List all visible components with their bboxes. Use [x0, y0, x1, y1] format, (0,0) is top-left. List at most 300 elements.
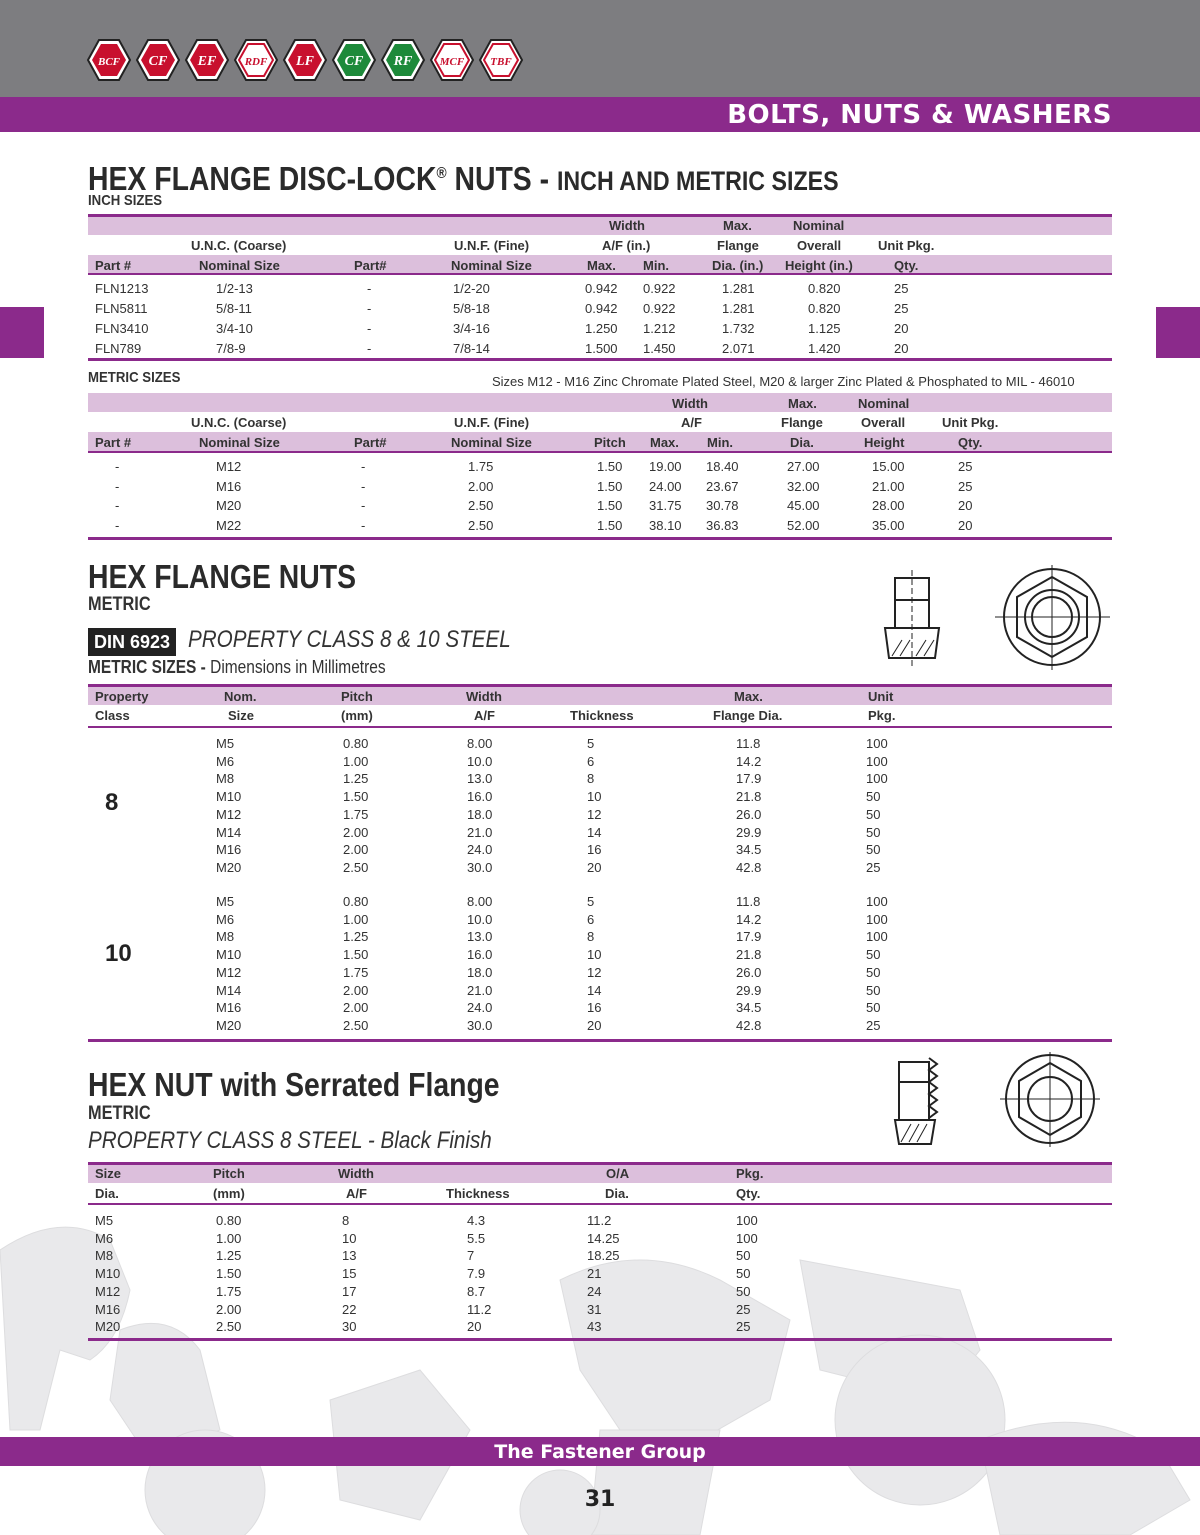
pitch: 1.50	[597, 518, 623, 534]
unc-size: M20	[216, 498, 242, 514]
serrated-header-dia2: Dia.	[605, 1186, 629, 1201]
flange-nut-side-drawing	[880, 570, 950, 670]
unit-pkg: 50	[866, 1000, 881, 1016]
size-dia: M20	[95, 1319, 121, 1335]
pitch: 2.50	[216, 1319, 242, 1335]
metric-header-qty: Qty.	[958, 435, 983, 450]
disclock-title	[88, 160, 839, 198]
sizes-bold: METRIC SIZES -	[88, 657, 211, 677]
max-flange-dia: 17.9	[736, 929, 762, 945]
pitch: 2.00	[343, 824, 369, 840]
part-number: FLN1213	[95, 281, 149, 296]
unit-pkg: 50	[866, 964, 881, 980]
max-flange-dia: 17.9	[736, 771, 762, 787]
unit-qty: 20	[958, 518, 973, 534]
width-af: 21.0	[467, 982, 493, 998]
size-dia: M10	[95, 1266, 121, 1282]
pitch: 1.50	[343, 789, 369, 805]
unc-size: 1/2-13	[216, 281, 253, 296]
flange-header-nom: Nom.	[224, 689, 257, 704]
nominal-size: M16	[216, 1000, 242, 1016]
flange-dia: 52.00	[787, 518, 820, 534]
table-rule	[88, 726, 1112, 728]
metric-header-min-col: Min.	[707, 435, 733, 450]
overall-height: 28.00	[872, 498, 905, 514]
unc-size: 3/4-10	[216, 321, 253, 336]
thickness: 7	[467, 1248, 475, 1264]
table-rule	[88, 537, 1112, 540]
width-max: 19.00	[649, 459, 682, 474]
width-af: 16.0	[467, 789, 493, 805]
overall-height: 1.420	[808, 341, 841, 356]
section-title-bar	[0, 97, 1200, 132]
table-rule	[88, 1039, 1112, 1042]
unit-pkg: 50	[866, 824, 881, 840]
size-dia: M6	[95, 1230, 114, 1246]
thickness: 6	[587, 753, 595, 769]
unit-pkg: 25	[866, 1017, 881, 1033]
pitch: 1.00	[343, 911, 369, 927]
pitch: 1.50	[597, 478, 623, 494]
pitch: 1.50	[597, 498, 623, 514]
thickness: 11.2	[467, 1301, 492, 1317]
serrated-header-dia: Dia.	[95, 1186, 119, 1201]
width-min: 1.450	[643, 341, 676, 356]
brand-logo-rdf	[233, 38, 279, 82]
unit-qty: 25	[958, 459, 973, 474]
width-af: 8.00	[467, 736, 493, 751]
brand-logos	[86, 38, 524, 82]
unit-pkg: 25	[866, 859, 881, 875]
pkg-qty: 100	[736, 1213, 758, 1228]
unit-pkg: 50	[866, 947, 881, 963]
unc-size: M12	[216, 459, 242, 474]
overall-height: 0.820	[808, 281, 841, 296]
thickness: 14	[587, 824, 602, 840]
serrated-subtitle: METRIC	[88, 1103, 151, 1124]
svg-text:RF: RF	[393, 54, 413, 69]
pkg-qty: 50	[736, 1248, 751, 1264]
inch-header-part: Part #	[95, 258, 132, 273]
max-flange-dia: 26.0	[736, 964, 762, 980]
oa-dia: 21	[587, 1266, 602, 1282]
inch-header-unc: U.N.C. (Coarse)	[191, 238, 287, 253]
unf-pitch: 1.75	[468, 459, 494, 474]
serrated-header-mm: (mm)	[213, 1186, 245, 1201]
width-af: 22	[342, 1301, 357, 1317]
thickness: 12	[587, 964, 602, 980]
width-max: 38.10	[649, 518, 682, 534]
part-number: -	[115, 478, 120, 494]
brand-logo-cf	[331, 38, 377, 82]
left-page-tab	[0, 307, 44, 358]
flange-header-unit: Unit	[868, 689, 894, 704]
metric-header-width: Width	[672, 396, 708, 411]
pitch: 2.50	[343, 859, 369, 875]
pitch: 1.75	[343, 806, 369, 822]
oa-dia: 14.25	[587, 1230, 620, 1246]
disclock-title-rest: NUTS -	[446, 160, 557, 197]
inch-header-af: A/F (in.)	[602, 238, 651, 253]
unc-size: M16	[216, 478, 242, 494]
max-flange-dia: 21.8	[736, 947, 762, 963]
unf-pitch: 2.50	[468, 518, 494, 534]
metric-header-nomsize: Nominal Size	[199, 435, 280, 450]
inch-sizes-label: INCH SIZES	[88, 192, 163, 209]
pitch: 0.80	[343, 894, 369, 909]
size-dia: M16	[95, 1301, 121, 1317]
unit-qty: 25	[894, 301, 909, 316]
width-af: 30	[342, 1319, 357, 1335]
svg-text:CF: CF	[344, 54, 364, 69]
width-max: 0.942	[585, 281, 618, 296]
serrated-header-width: Width	[338, 1166, 374, 1181]
size-dia: M8	[95, 1248, 114, 1264]
flange-header-width: Width	[466, 689, 502, 704]
metric-header-flange: Flange	[781, 415, 823, 430]
part-number: FLN5811	[95, 301, 148, 316]
inch-header-overall: Overall	[797, 238, 842, 253]
metric-header-part: Part #	[95, 435, 132, 450]
inch-header-dia: Dia. (in.)	[712, 258, 764, 273]
inch-header-min-col: Min.	[643, 258, 669, 273]
table-rule	[88, 358, 1112, 361]
table-rule	[88, 451, 1112, 453]
width-af: 18.0	[467, 964, 493, 980]
svg-text:TBF: TBF	[490, 56, 512, 68]
serrated-header-pitch: Pitch	[213, 1166, 245, 1181]
flange-dia: 1.281	[722, 281, 755, 296]
flange-header-pkg: Pkg.	[868, 708, 896, 723]
oa-dia: 31	[587, 1301, 602, 1317]
metric-header-height: Height	[864, 435, 905, 450]
serrated-header-qty: Qty.	[736, 1186, 761, 1201]
thickness: 10	[587, 789, 602, 805]
inch-header-height: Height (in.)	[785, 258, 853, 273]
header-band	[88, 217, 1112, 235]
brand-logo-ef	[184, 38, 230, 82]
thickness: 20	[587, 1017, 602, 1033]
flange-dia: 1.732	[722, 321, 755, 336]
disclock-title-subtitle: INCH AND METRIC SIZES	[556, 166, 839, 196]
width-af: 21.0	[467, 824, 493, 840]
width-af: 8	[342, 1213, 350, 1228]
width-min: 36.83	[706, 518, 739, 534]
unit-qty: 20	[894, 341, 909, 356]
metric-header-nominal: Nominal	[858, 396, 910, 411]
flange-dia: 32.00	[787, 478, 820, 494]
width-af: 13.0	[467, 929, 493, 945]
property-class-10: 10	[105, 940, 132, 967]
part-number: FLN789	[95, 341, 142, 356]
unf-pitch: 2.00	[468, 478, 494, 494]
max-flange-dia: 42.8	[736, 1017, 762, 1033]
pitch: 2.00	[343, 1000, 369, 1016]
sizes-normal: Dimensions in Millimetres	[210, 657, 386, 677]
max-flange-dia: 11.8	[736, 736, 761, 751]
serrated-nut-side-drawing	[885, 1052, 945, 1152]
metric-header-pitch: Pitch	[594, 435, 626, 450]
serrated-header-af: A/F	[346, 1186, 367, 1201]
part-number-2: -	[367, 301, 372, 316]
unit-qty: 25	[958, 478, 973, 494]
hex-flange-property-class: PROPERTY CLASS 8 & 10 STEEL	[188, 626, 511, 653]
pitch: 1.00	[216, 1230, 242, 1246]
flange-header-flangedia: Flange Dia.	[713, 708, 783, 723]
width-af: 13.0	[467, 771, 493, 787]
hex-flange-subtitle: METRIC	[88, 594, 151, 615]
nominal-size: M5	[216, 736, 235, 751]
thickness: 20	[467, 1319, 482, 1335]
width-af: 30.0	[467, 859, 493, 875]
unit-pkg: 100	[866, 929, 888, 945]
pitch: 0.80	[216, 1213, 242, 1228]
pitch: 1.25	[216, 1248, 242, 1264]
inch-header-part2: Part#	[354, 258, 387, 273]
metric-header-unf: U.N.F. (Fine)	[454, 415, 530, 430]
unit-pkg: 100	[866, 771, 888, 787]
unit-pkg: 50	[866, 806, 881, 822]
nominal-size: M14	[216, 982, 242, 998]
unit-pkg: 50	[866, 842, 881, 858]
hex-flange-sizes-line	[88, 657, 386, 678]
width-min: 23.67	[706, 478, 739, 494]
max-flange-dia: 26.0	[736, 806, 762, 822]
width-min: 18.40	[706, 459, 739, 474]
thickness: 7.9	[467, 1266, 486, 1282]
brand-logo-tbf	[478, 38, 524, 82]
width-af: 18.0	[467, 806, 493, 822]
brand-logo-bcf	[86, 38, 132, 82]
unf-size: 5/8-18	[453, 301, 490, 316]
brand-logo-rf	[380, 38, 426, 82]
width-af: 13	[342, 1248, 357, 1264]
thickness: 6	[587, 911, 595, 927]
width-af: 24.0	[467, 842, 493, 858]
registered-mark: ®	[436, 165, 447, 182]
inch-header-nomsize2: Nominal Size	[451, 258, 532, 273]
pkg-qty: 25	[736, 1319, 751, 1335]
nominal-size: M14	[216, 824, 242, 840]
part-number-2: -	[361, 478, 366, 494]
thickness: 14	[587, 982, 602, 998]
pitch: 1.00	[343, 753, 369, 769]
width-min: 0.922	[643, 301, 676, 316]
width-max: 0.942	[585, 301, 618, 316]
width-af: 24.0	[467, 1000, 493, 1016]
metric-header-af: A/F	[681, 415, 702, 430]
table-rule	[88, 273, 1112, 275]
serrated-nut-top-drawing	[1000, 1052, 1100, 1147]
svg-text:RDF: RDF	[244, 56, 268, 68]
serrated-property-class: PROPERTY CLASS 8 STEEL - Black Finish	[88, 1127, 492, 1154]
thickness: 12	[587, 806, 602, 822]
max-flange-dia: 34.5	[736, 1000, 762, 1016]
disclock-title-main: HEX FLANGE DISC-LOCK	[88, 160, 437, 197]
pitch: 2.00	[343, 842, 369, 858]
width-max: 1.250	[585, 321, 618, 336]
metric-header-unitpkg: Unit Pkg.	[942, 415, 999, 430]
width-af: 16.0	[467, 947, 493, 963]
max-flange-dia: 14.2	[736, 911, 762, 927]
serrated-title: HEX NUT with Serrated Flange	[88, 1066, 500, 1103]
thickness: 10	[587, 947, 602, 963]
width-af: 30.0	[467, 1017, 493, 1033]
unc-size: 7/8-9	[216, 341, 246, 356]
overall-height: 1.125	[808, 321, 841, 336]
overall-height: 35.00	[872, 518, 905, 534]
pitch: 1.50	[343, 947, 369, 963]
nominal-size: M8	[216, 771, 235, 787]
flange-dia: 27.00	[787, 459, 820, 474]
header-band	[88, 393, 1112, 412]
inch-header-max-col: Max.	[587, 258, 616, 273]
unit-pkg: 100	[866, 894, 888, 909]
part-number-2: -	[361, 518, 366, 534]
inch-header-width: Width	[609, 218, 645, 233]
oa-dia: 43	[587, 1319, 602, 1335]
part-number: -	[115, 459, 120, 474]
inch-header-nominal: Nominal	[793, 218, 845, 233]
nominal-size: M12	[216, 964, 242, 980]
width-max: 24.00	[649, 478, 682, 494]
unit-pkg: 50	[866, 789, 881, 805]
unc-size: 5/8-11	[216, 301, 252, 316]
table-rule	[88, 1203, 1112, 1205]
unf-size: 7/8-14	[453, 341, 490, 356]
svg-text:MCF: MCF	[439, 56, 465, 68]
width-af: 15	[342, 1266, 357, 1282]
pitch: 2.50	[343, 1017, 369, 1033]
nominal-size: M20	[216, 859, 242, 875]
flange-header-class: Class	[95, 708, 130, 723]
thickness: 16	[587, 842, 602, 858]
section-title: BOLTS, NUTS & WASHERS	[727, 100, 1112, 130]
inch-header-flange: Flange	[717, 238, 759, 253]
flange-nut-top-drawing	[995, 565, 1110, 670]
pitch: 1.50	[597, 459, 623, 474]
unit-pkg: 100	[866, 753, 888, 769]
flange-header-property: Property	[95, 689, 149, 704]
svg-text:LF: LF	[296, 54, 314, 69]
inch-header-nomsize: Nominal Size	[199, 258, 280, 273]
metric-sizes-label: METRIC SIZES	[88, 369, 181, 386]
svg-text:EF: EF	[197, 54, 217, 69]
max-flange-dia: 29.9	[736, 824, 762, 840]
inch-header-qty: Qty.	[894, 258, 919, 273]
part-number: -	[115, 518, 120, 534]
hex-flange-title: HEX FLANGE NUTS	[88, 558, 357, 595]
svg-text:BCF: BCF	[97, 56, 121, 68]
width-min: 30.78	[706, 498, 739, 514]
width-af: 10	[342, 1230, 357, 1246]
flange-header-af: A/F	[474, 708, 495, 723]
metric-plating-note: Sizes M12 - M16 Zinc Chromate Plated Steel, M20 & larger Zinc Plated & Phosphated to MIL - 46010	[492, 374, 1075, 389]
pitch: 1.75	[216, 1283, 242, 1299]
flange-header-mm: (mm)	[341, 708, 373, 723]
max-flange-dia: 21.8	[736, 789, 762, 805]
flange-dia: 1.281	[722, 301, 755, 316]
part-number-2: -	[367, 341, 372, 356]
part-number-2: -	[361, 498, 366, 514]
width-max: 1.500	[585, 341, 618, 356]
oa-dia: 11.2	[587, 1213, 612, 1228]
pitch: 1.25	[343, 929, 369, 945]
part-number-2: -	[367, 281, 372, 296]
unit-pkg: 100	[866, 911, 888, 927]
metric-header-max-col: Max.	[650, 435, 679, 450]
overall-height: 21.00	[872, 478, 905, 494]
width-af: 8.00	[467, 894, 493, 909]
thickness: 5	[587, 736, 595, 751]
nominal-size: M10	[216, 947, 242, 963]
unit-qty: 20	[958, 498, 973, 514]
pkg-qty: 25	[736, 1301, 751, 1317]
width-min: 0.922	[643, 281, 676, 296]
thickness: 8.7	[467, 1283, 486, 1299]
unf-size: 1/2-20	[453, 281, 490, 296]
serrated-header-pkg: Pkg.	[736, 1166, 764, 1181]
thickness: 8	[587, 771, 595, 787]
flange-header-thickness: Thickness	[570, 708, 634, 723]
pitch: 1.50	[216, 1266, 242, 1282]
metric-header-dia: Dia.	[790, 435, 814, 450]
unit-pkg: 50	[866, 982, 881, 998]
part-number: FLN3410	[95, 321, 149, 336]
unit-pkg: 100	[866, 736, 888, 751]
oa-dia: 24	[587, 1283, 602, 1299]
flange-dia: 45.00	[787, 498, 820, 514]
part-number-2: -	[361, 459, 366, 474]
nominal-size: M10	[216, 789, 242, 805]
inch-header-unf: U.N.F. (Fine)	[454, 238, 530, 253]
max-flange-dia: 29.9	[736, 982, 762, 998]
thickness: 5.5	[467, 1230, 486, 1246]
nominal-size: M16	[216, 842, 242, 858]
overall-height: 0.820	[808, 301, 841, 316]
thickness: 20	[587, 859, 602, 875]
brand-logo-mcf	[429, 38, 475, 82]
pkg-qty: 50	[736, 1266, 751, 1282]
width-af: 17	[342, 1283, 357, 1299]
footer-bar	[0, 1437, 1200, 1466]
right-page-tab	[1156, 307, 1200, 358]
unf-size: 3/4-16	[453, 321, 490, 336]
size-dia: M5	[95, 1213, 114, 1228]
size-dia: M12	[95, 1283, 121, 1299]
pitch: 1.25	[343, 771, 369, 787]
page-number: 31	[584, 1487, 616, 1512]
footer-company: The Fastener Group	[494, 1441, 706, 1463]
flange-dia: 2.071	[722, 341, 755, 356]
property-class-8: 8	[105, 789, 119, 816]
unc-size: M22	[216, 518, 242, 534]
part-number: -	[115, 498, 120, 514]
width-af: 10.0	[467, 753, 493, 769]
pitch: 2.00	[216, 1301, 242, 1317]
flange-header-pitch: Pitch	[341, 689, 373, 704]
pitch: 2.00	[343, 982, 369, 998]
din-badge: DIN 6923	[88, 628, 176, 656]
unit-qty: 25	[894, 281, 909, 296]
thickness: 5	[587, 894, 595, 909]
flange-header-max: Max.	[734, 689, 763, 704]
flange-header-size: Size	[228, 708, 255, 723]
pkg-qty: 100	[736, 1230, 758, 1246]
part-number-2: -	[367, 321, 372, 336]
overall-height: 15.00	[872, 459, 905, 474]
metric-header-max: Max.	[788, 396, 817, 411]
